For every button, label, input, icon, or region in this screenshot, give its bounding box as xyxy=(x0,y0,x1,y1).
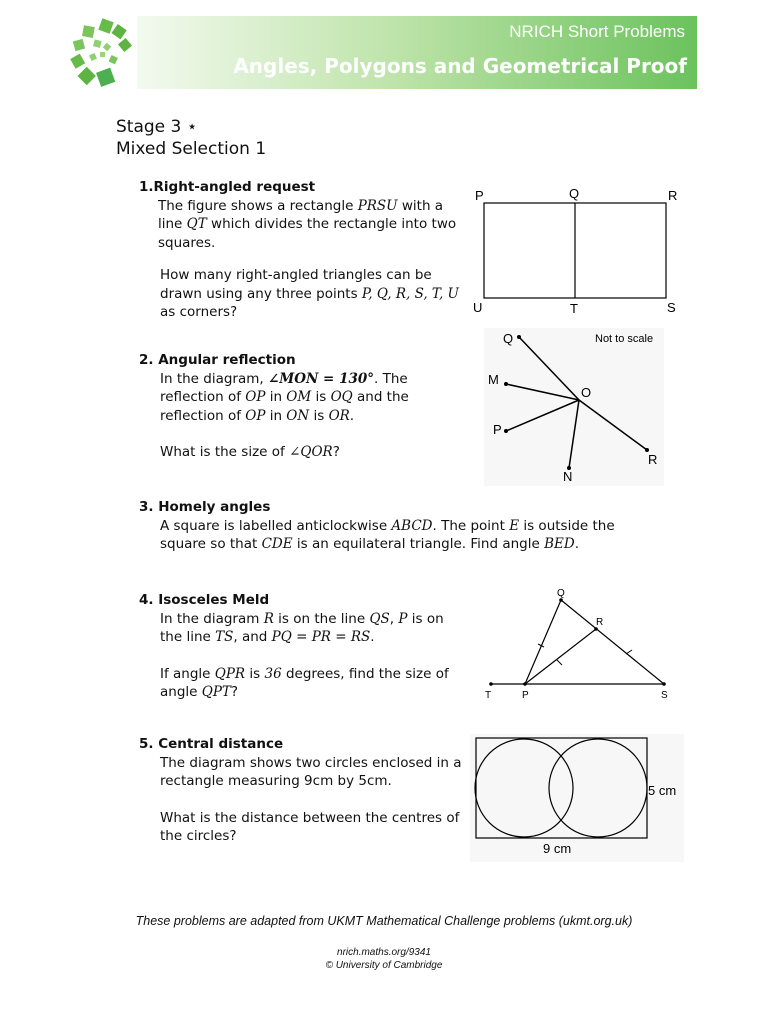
label-t: T xyxy=(570,301,578,316)
label-r: R xyxy=(668,188,678,203)
stage-label: Stage 3 ⋆ xyxy=(116,117,198,137)
label-q: Q xyxy=(503,331,514,346)
problem-4 xyxy=(139,591,469,702)
problem-text: In the diagram, ∠MON = 130°. The reflection of OP in OM is OQ and the reflection of OP in ON is OR. xyxy=(160,370,409,424)
isosceles-meld-diagram xyxy=(478,584,678,704)
rectangle-prsu-diagram xyxy=(466,182,686,317)
label-p: P xyxy=(493,422,502,437)
problem-text: A square is labelled anticlockwise ABCD. The point E is outside the square so that CDE is an equilateral triangle. Find angle BED. xyxy=(160,517,615,552)
problem-body xyxy=(139,370,469,462)
label-m: M xyxy=(488,372,499,387)
problem-text: In the diagram R is on the line QS, P is on the line TS, and PQ = PR = RS. xyxy=(160,610,444,645)
problem-title: 5. Central distance xyxy=(139,736,284,752)
problem-title: 4. Isosceles Meld xyxy=(139,592,270,608)
width-label: 9 cm xyxy=(543,841,572,856)
footer-url: nrich.maths.org/9341 xyxy=(337,947,431,958)
spiral-squares-logo xyxy=(70,18,136,90)
label-n: N xyxy=(563,469,573,484)
label-t: T xyxy=(485,690,492,701)
problem-body xyxy=(139,197,469,322)
label-p: P xyxy=(475,188,484,203)
label-s: S xyxy=(661,690,668,701)
problem-title: 1.Right-angled request xyxy=(139,179,316,195)
series-name: NRICH Short Problems xyxy=(509,22,685,41)
problem-text: The figure shows a rectangle PRSU with a line QT which divides the rectangle into two squares. xyxy=(158,197,457,251)
page-title: Angles, Polygons and Geometrical Proof xyxy=(233,54,687,78)
problem-body xyxy=(139,517,649,554)
problem-3 xyxy=(139,498,649,554)
label-r: R xyxy=(596,617,604,628)
problem-title: 2. Angular reflection xyxy=(139,352,296,368)
problem-question: What is the size of ∠QOR? xyxy=(160,444,340,460)
stage-heading xyxy=(116,116,266,160)
problem-question: How many right-angled triangles can be drawn using any three points P, Q, R, S, T, U as corners? xyxy=(160,267,459,320)
label-s: S xyxy=(667,300,676,315)
label-q: Q xyxy=(569,186,580,201)
label-o: O xyxy=(581,385,592,400)
problem-1 xyxy=(139,178,469,322)
selection-title: Mixed Selection 1 xyxy=(116,139,267,159)
label-q: Q xyxy=(557,588,565,599)
label-p: P xyxy=(522,690,529,701)
label-u: U xyxy=(473,300,483,315)
problem-title: 3. Homely angles xyxy=(139,499,271,515)
source-note: These problems are adapted from UKMT Mathematical Challenge problems (ukmt.org.uk) xyxy=(135,914,633,928)
angular-reflection-diagram xyxy=(484,328,664,486)
height-label: 5 cm xyxy=(648,783,677,798)
not-to-scale-note: Not to scale xyxy=(595,333,654,345)
problem-5 xyxy=(139,735,469,846)
problem-body xyxy=(139,610,469,702)
copyright: © University of Cambridge xyxy=(325,960,443,971)
header-banner xyxy=(137,16,697,89)
problem-question: If angle QPR is 36 degrees, find the size of angle QPT? xyxy=(160,665,449,700)
problem-body xyxy=(139,754,469,846)
label-r: R xyxy=(648,452,658,467)
problem-question: What is the distance between the centres of the circles? xyxy=(160,809,460,844)
problem-2 xyxy=(139,351,469,462)
central-distance-diagram xyxy=(470,734,684,862)
problem-text: The diagram shows two circles enclosed in a rectangle measuring 9cm by 5cm. xyxy=(160,754,462,789)
